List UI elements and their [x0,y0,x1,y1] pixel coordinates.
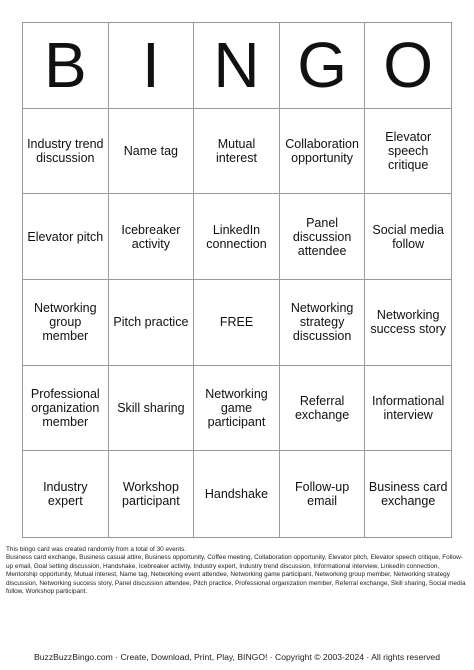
bingo-square: Business card exchange [368,480,448,509]
event-list-footnote [6,546,468,596]
bingo-square: Name tag [109,109,195,195]
footnote-event-list: Business card exchange, Business casual attire, Business opportunity, Coffee meeting, Collaboration opportunity, Elevator pitch, Elevator speech critique, Follow-up email, Goal setting discussion, Handshake, Icebreaker activity, Industry expert, Industry trend discussion, Informational interview, LinkedIn connection, Mentorship opportunity, Mutual interest, Name tag, Networking event attendee, Networking game participant, Networking group member, Networking strategy discussion, Networking success story, Panel discussion attendee, Pitch practice, Professional organization member, Referral exchange, Skill sharing, Social media follow, Workshop participant. [6,554,466,596]
bingo-square: Panel discussion attendee [280,194,366,280]
site-footer: BuzzBuzzBingo.com · Create, Download, Print, Play, BINGO! · Copyright © 2003-2024 · All rights reserved [34,652,440,662]
bingo-square: Collaboration opportunity [280,109,366,195]
bingo-card [22,22,452,538]
bingo-square: Social media follow [365,194,451,280]
header-letter-o: O [365,23,451,109]
bingo-square: LinkedIn connection [194,194,280,280]
bingo-square: Referral exchange [280,366,366,452]
header-letter-g: G [280,23,366,109]
bingo-square: Networking game participant [194,366,280,452]
bingo-square: Networking strategy discussion [280,280,366,366]
bingo-square: Pitch practice [109,280,195,366]
bingo-square: Networking success story [365,280,451,366]
bingo-square: Informational interview [365,366,451,452]
bingo-square: Mutual interest [194,109,280,195]
bingo-square: Professional organization member [23,366,109,452]
bingo-square: Icebreaker activity [109,194,195,280]
header-letter-n: N [194,23,280,109]
bingo-square: Follow-up email [280,451,366,537]
header-letter-i: I [109,23,195,109]
bingo-square: Industry expert [23,451,109,537]
bingo-square: Elevator pitch [23,194,109,280]
free-square: FREE [194,280,280,366]
bingo-square: Networking group member [23,280,109,366]
bingo-square: Workshop participant [109,451,195,537]
bingo-square: Skill sharing [109,366,195,452]
bingo-square: Industry trend discussion [23,109,109,195]
bingo-square: Handshake [194,451,280,537]
bingo-square: Elevator speech critique [365,109,451,195]
header-letter-b: B [23,23,109,109]
footnote-intro: This bingo card was created randomly from a total of 30 events. [6,546,187,553]
